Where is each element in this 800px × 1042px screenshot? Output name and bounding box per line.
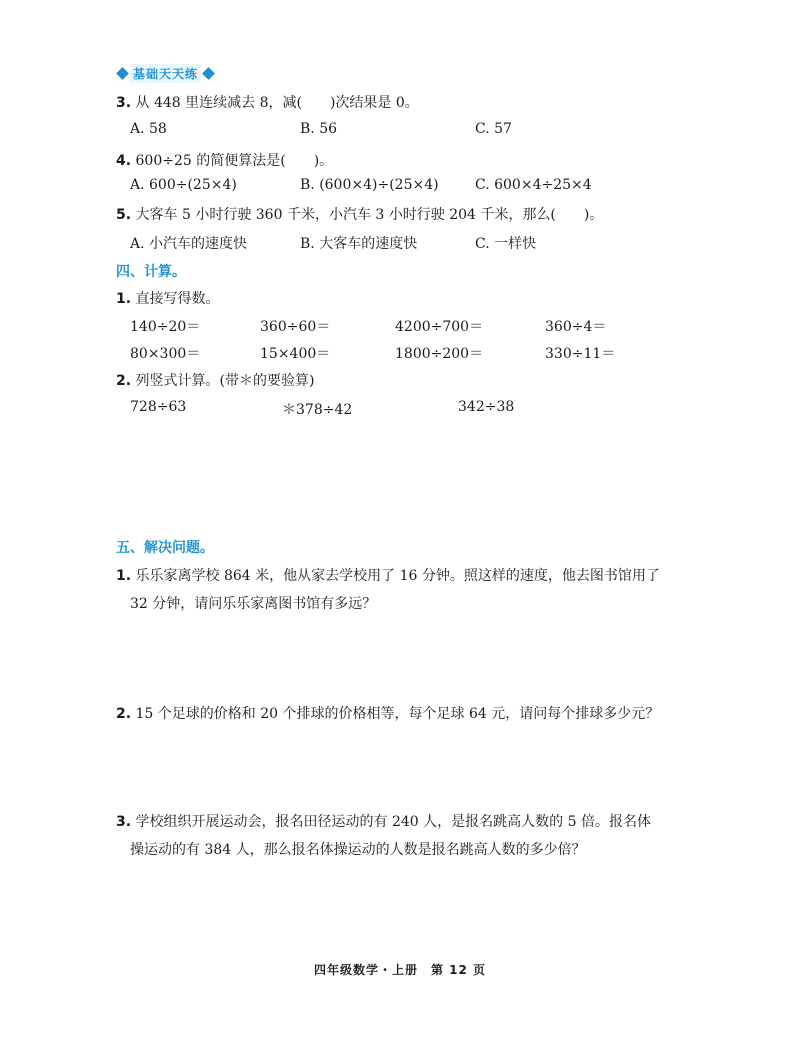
problem-1-line-2: 32 分钟，请问乐乐家离图书馆有多远？ xyxy=(130,596,377,612)
calc-item: 140÷20＝ xyxy=(130,319,201,335)
question-text: 学校组织开展运动会，报名田径运动的有 240 人，是报名跳高人数的 5 倍。报名体 xyxy=(135,814,651,830)
calc-item: 360÷60＝ xyxy=(260,319,331,335)
question-number: 2. xyxy=(116,373,132,389)
diamond-left-icon xyxy=(116,67,129,80)
option-c: C. 一样快 xyxy=(475,236,537,252)
question-3 xyxy=(116,92,419,112)
question-number: 5. xyxy=(116,207,132,223)
question-text: 15 个足球的价格和 20 个排球的价格相等，每个足球 64 元，请问每个排球多少元？ xyxy=(135,706,660,722)
question-number: 3. xyxy=(116,95,132,111)
option-c: C. 600×4÷25×4 xyxy=(475,177,592,193)
option-c: C. 57 xyxy=(475,121,512,137)
question-number: 4. xyxy=(116,153,132,169)
calc-item: 15×400＝ xyxy=(260,346,331,362)
problem-3-line-1 xyxy=(116,811,651,831)
section-5-title: 五、解决问题。 xyxy=(116,540,214,556)
subquestion-2 xyxy=(116,370,314,390)
calc-item: 360÷4＝ xyxy=(545,319,607,335)
question-5 xyxy=(116,204,603,224)
option-b: B. 56 xyxy=(300,121,338,137)
question-text: 大客车 5 小时行驶 360 千米，小汽车 3 小时行驶 204 千米，那么( )。 xyxy=(135,207,604,223)
vertical-calc-item: 728÷63 xyxy=(130,399,187,415)
calc-item: 80×300＝ xyxy=(130,346,201,362)
question-text: 乐乐家离学校 864 米，他从家去学校用了 16 分钟。照这样的速度，他去图书馆用了 xyxy=(135,568,660,584)
option-a: A. 小汽车的速度快 xyxy=(130,236,248,252)
section-4-title: 四、计算。 xyxy=(116,264,186,280)
question-number: 2. xyxy=(116,706,132,722)
diamond-right-icon xyxy=(202,67,215,80)
problem-2 xyxy=(116,703,659,723)
question-4 xyxy=(116,150,333,170)
vertical-calc-item: 342÷38 xyxy=(458,399,515,415)
vertical-calc-item: ＊378÷42 xyxy=(282,402,353,418)
question-text: 从 448 里连续减去 8，减( )次结果是 0。 xyxy=(135,95,419,111)
calc-item: 1800÷200＝ xyxy=(395,346,484,362)
problem-1-line-1 xyxy=(116,565,660,585)
section-badge xyxy=(115,64,216,82)
option-a: A. 600÷(25×4) xyxy=(130,177,237,193)
option-b: B. (600×4)÷(25×4) xyxy=(300,177,439,193)
question-number: 1. xyxy=(116,291,132,307)
question-text: 直接写得数。 xyxy=(135,291,220,307)
badge-text: 基础天天练 xyxy=(130,64,201,83)
page-footer: 四年级数学・上册 第 12 页 xyxy=(313,963,487,977)
question-text: 列竖式计算。(带＊的要验算) xyxy=(135,373,315,389)
subquestion-1 xyxy=(116,288,220,308)
question-number: 1. xyxy=(116,568,132,584)
option-b: B. 大客车的速度快 xyxy=(300,236,418,252)
problem-3-line-2: 操运动的有 384 人，那么报名体操运动的人数是报名跳高人数的多少倍？ xyxy=(130,842,586,858)
option-a: A. 58 xyxy=(130,121,167,137)
question-text: 600÷25 的简便算法是( )。 xyxy=(135,153,334,169)
question-number: 3. xyxy=(116,814,132,830)
calc-item: 4200÷700＝ xyxy=(395,319,484,335)
calc-item: 330÷11＝ xyxy=(545,346,616,362)
